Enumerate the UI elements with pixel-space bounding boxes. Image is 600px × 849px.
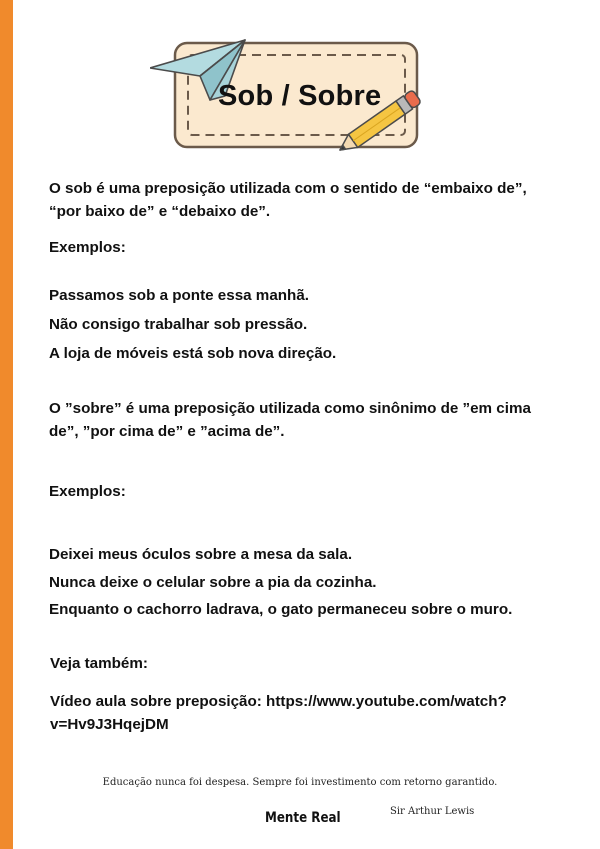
sobre-definition: O ”sobre” é uma preposição utilizada como sinônimo de ”em cima de”, ”por cima de” e ”acima de”. [49,400,531,440]
sob-examples-label: Exemplos: [49,239,126,256]
sobre-example: Deixei meus óculos sobre a mesa da sala. [49,546,353,563]
see-also-label: Veja também: [50,655,148,672]
page-title: Sob / Sobre [218,80,382,112]
footer-quote: Educação nunca foi despesa. Sempre foi investimento com retorno garantido. [102,777,498,788]
sob-example: Não consigo trabalhar sob pressão. [49,316,308,333]
sobre-example: Enquanto o cachorro ladrava, o gato permaneceu sobre o muro. [49,601,513,618]
video-link[interactable]: Vídeo aula sobre preposição: https://www.youtube.com/watch?v=Hv9J3HqejDM [50,693,507,733]
sobre-example: Nunca deixe o celular sobre a pia da cozinha. [49,574,377,591]
sob-definition: O sob é uma preposição utilizada com o sentido de “embaixo de”, “por baixo de” e “debaixo de”. [49,180,527,220]
sob-example: A loja de móveis está sob nova direção. [49,345,337,362]
orange-side-bar [0,0,13,849]
brand-logo: Mente Real [265,810,341,826]
sobre-examples-label: Exemplos: [49,483,126,500]
sob-example: Passamos sob a ponte essa manhã. [49,287,309,304]
quote-author: Sir Arthur Lewis [390,806,475,817]
